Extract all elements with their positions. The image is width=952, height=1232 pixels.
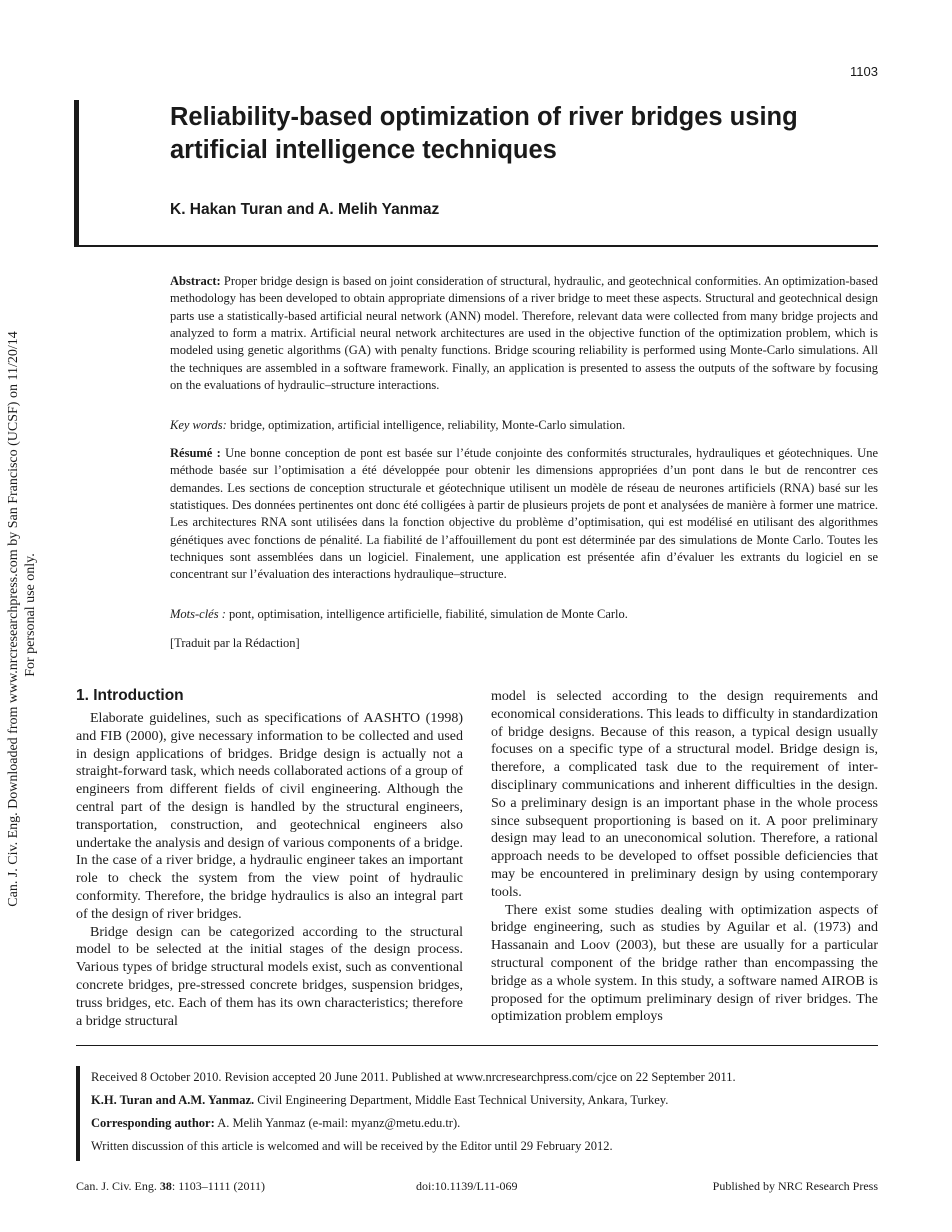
paragraph: Bridge design can be categorized according to the structural model to be selected at the initial stages of the design process. Various types of bridge structural models exist, such as conventional concrete bridges, pre-stressed concrete bridges, suspension bridges, truss bridges, etc. Each of them has its own characteristics; therefore a bridge structural	[76, 924, 463, 1029]
abstract-french	[170, 445, 878, 584]
article-title: Reliability-based optimization of river bridges using artificial intelligence techniques	[170, 103, 798, 164]
footnote-divider	[76, 1045, 878, 1046]
body-column-right	[491, 688, 878, 1026]
publisher: Published by NRC Research Press	[712, 1179, 878, 1193]
abstract-english	[170, 273, 878, 394]
resume-label: Résumé :	[170, 446, 221, 460]
article-authors: K. Hakan Turan and A. Melih Yanmaz	[170, 201, 440, 218]
page-number: 1103	[850, 64, 878, 79]
corresponding-text: A. Melih Yanmaz (e-mail: myanz@metu.edu.tr).	[217, 1116, 461, 1130]
keywords-french	[170, 606, 878, 623]
resume-text: Une bonne conception de pont est basée sur l’étude conjointe des conformités structurales, hydrauliques et géotechniques. Une méthode basée sur l’optimisation a été développée pour obtenir les dimensions appropriées d’un pont dans le but de rencontrer ces demandes. Les sections de conception structurale et géotechnique utilisent un modèle de réseau de neurones artificiels (RNA) basé sur les statistiques. Des données pertinentes ont donc été colligées à partir de plusieurs projets de pont et analysées de manière à former une matrice. Les architectures RNA sont utilisées dans la fonction objective du problème d’optimisation, qui est modélisé en utilisant des algorithmes génétiques avec fonctions de pénalité. La fiabilité de l’affouillement du pont est déterminée par des simulations de Monte Carlo. Toutes les techniques sont assemblées dans un logiciel. Finalement, une application est présentée afin d’évaluer les extrants du logiciel en se concentrant sur l’évaluation des interactions hydraulique–structure.	[170, 446, 879, 582]
paragraph: model is selected according to the design requirements and economical considerations. This leads to difficulty in standardization of bridge designs. Because of this reason, a typical design usually focuses on a specific type of a structural model. Bridge design is, therefore, a complicated task due to the requirement of inter-disciplinary communications and inherent difficulties in the design. So a preliminary design is an important phase in the whole process since subsequent proportioning is based on it. A poor preliminary design may lead to an uneconomical solution. Therefore, a rational approach needs to be developed to offset possible deficiencies that may be encountered in preliminary design by using contemporary tools.	[491, 689, 878, 900]
corresponding-note	[91, 1116, 878, 1131]
abstract-label: Abstract:	[170, 274, 221, 288]
title-side-bar	[74, 100, 79, 247]
affiliation-note	[91, 1093, 878, 1108]
translation-note	[170, 635, 878, 652]
affiliation-text: Civil Engineering Department, Middle East Technical University, Ankara, Turkey.	[257, 1093, 669, 1107]
title-divider	[74, 245, 878, 247]
keywords-english	[170, 417, 878, 434]
journal-name: Can. J. Civ. Eng.	[76, 1179, 157, 1193]
paragraph: There exist some studies dealing with optimization aspects of bridge engineering, such as studies by Aguilar et al. (1973) and Hassanain and Loov (2003), but these are usually for a particular structural component of the bridge rather than encompassing the bridge as a whole system. In this study, a software named AIROB is proposed for the optimum preliminary design of river bridges. The optimization problem employs	[491, 902, 878, 1025]
journal-reference	[76, 1179, 265, 1194]
discussion-note: Written discussion of this article is welcomed and will be received by the Editor until 29 February 2012.	[91, 1139, 613, 1153]
keywords-text: bridge, optimization, artificial intelligence, reliability, Monte-Carlo simulation.	[229, 418, 626, 432]
mots-cles-text: pont, optimisation, intelligence artificielle, fiabilité, simulation de Monte Carlo.	[229, 607, 628, 621]
journal-pages: : 1103–1111 (2011)	[171, 1179, 265, 1193]
journal-volume: 38	[159, 1179, 172, 1193]
watermark-line-2: For personal use only.	[23, 553, 38, 677]
abstract-text: Proper bridge design is based on joint consideration of structural, hydraulic, and geotechnical conformities. An optimization-based methodology has been developed to obtain appropriate dimensions of a river bridge to meet these aspects. Structural and geotechnical design parts use a statistically-based artificial neural network (ANN) model. Therefore, relevant data were collected from many bridge projects and analyzed to form a matrix. Artificial neural network architectures are used in the objective function of the optimization problem, which is modeled using genetic algorithms (GA) with penalty functions. Bridge scouring reliability is performed using Monte-Carlo simulations. All the techniques are assembled in a software framework. Finally, an application is presented to assess the outputs of the software by focusing on the evaluations of hydraulic–structure interactions.	[170, 274, 878, 393]
watermark-line-1: Can. J. Civ. Eng. Downloaded from www.nrcresearchpress.com by San Francisco (UCSF) on 11/20/14	[6, 331, 21, 907]
body-column-left	[76, 686, 463, 1030]
keywords-label: Key words:	[170, 418, 227, 432]
affiliation-label: K.H. Turan and A.M. Yanmaz.	[91, 1093, 255, 1107]
download-watermark	[0, 0, 60, 1232]
translation-note-text: [Traduit par la Rédaction]	[170, 636, 300, 650]
section-heading: 1. Introduction	[76, 687, 184, 704]
corresponding-label: Corresponding author:	[91, 1116, 215, 1130]
doi: doi:10.1139/L11-069	[416, 1179, 518, 1193]
footnote-side-bar	[76, 1066, 80, 1161]
mots-cles-label: Mots-clés :	[170, 607, 226, 621]
paragraph: Elaborate guidelines, such as specifications of AASHTO (1998) and FIB (2000), give necessary information to be collected and used in design applications of bridges. Bridge design is actually not a straight-forward task, which needs collaborated actions of a group of engineers from different fields of civil engineering. Although the central part of the design is handled by the structural engineers, transportation, construction, and geotechnical engineers also undertake the analysis and design of various components of a bridge. In the case of a river bridge, a hydraulic engineer takes an important role to check the system from the view point of hydraulic conformity. Therefore, the bridge hydraulics is also an integral part of the design of river bridges.	[76, 711, 463, 922]
article-footnotes	[91, 1070, 878, 1162]
received-note: Received 8 October 2010. Revision accepted 20 June 2011. Published at www.nrcresearchpress.com/cjce on 22 September 2011.	[91, 1070, 736, 1084]
